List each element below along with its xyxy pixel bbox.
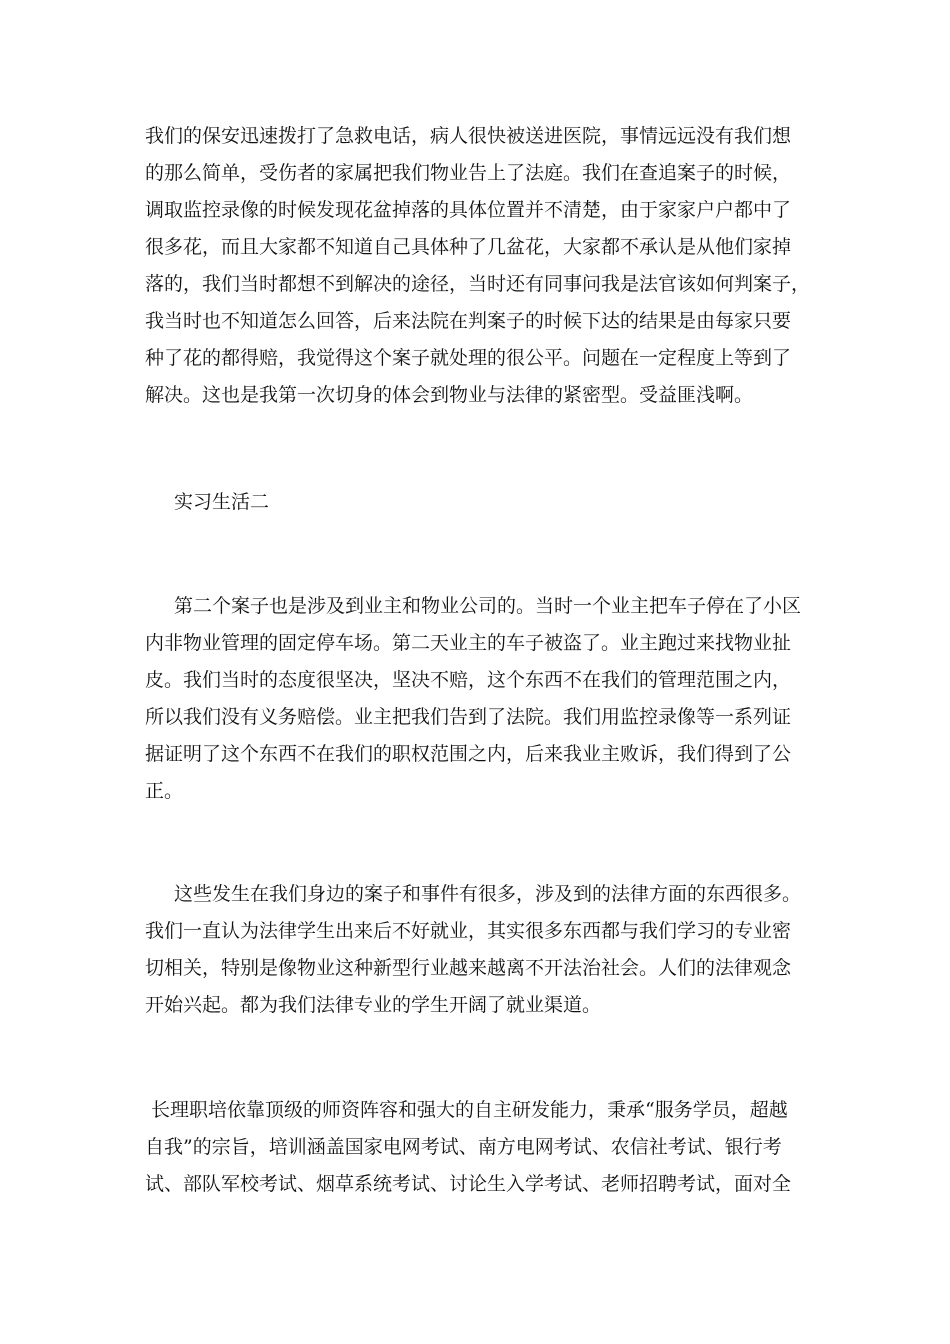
paragraph-3-line-1: 这些发生在我们身边的案子和事件有很多，涉及到的法律方面的东西很多。 bbox=[174, 883, 802, 905]
paragraph-3-line-4: 开始兴起。都为我们法律专业的学生开阔了就业渠道。 bbox=[145, 994, 602, 1016]
paragraph-1-line-2: 的那么简单，受伤者的家属把我们物业告上了法庭。我们在查追案子的时候， bbox=[145, 162, 792, 184]
paragraph-1-line-5: 落的，我们当时都想不到解决的途径，当时还有同事问我是法官该如何判案子， bbox=[145, 273, 811, 295]
paragraph-1-line-1: 我们的保安迅速拨打了急救电话，病人很快被送进医院，事情远远没有我们想 bbox=[145, 125, 792, 147]
paragraph-1-line-4: 很多花，而且大家都不知道自己具体种了几盆花，大家都不承认是从他们家掉 bbox=[145, 236, 792, 258]
section-heading: 实习生活二 bbox=[174, 491, 270, 513]
paragraph-2-line-5: 据证明了这个东西不在我们的职权范围之内，后来我业主败诉，我们得到了公 bbox=[145, 743, 792, 765]
paragraph-1-line-8: 解决。这也是我第一次切身的体会到物业与法律的紧密型。受益匪浅啊。 bbox=[145, 384, 754, 406]
paragraph-4-line-2: 自我”的宗旨，培训涵盖国家电网考试、南方电网考试、农信社考试、银行考 bbox=[145, 1136, 782, 1158]
paragraph-1-line-3: 调取监控录像的时候发现花盆掉落的具体位置并不清楚，由于家家户户都中了 bbox=[145, 199, 792, 221]
paragraph-2-line-3: 皮。我们当时的态度很坚决，坚决不赔，这个东西不在我们的管理范围之内， bbox=[145, 669, 792, 691]
paragraph-1-line-7: 种了花的都得赔，我觉得这个案子就处理的很公平。问题在一定程度上等到了 bbox=[145, 347, 792, 369]
paragraph-1-line-6: 我当时也不知道怎么回答，后来法院在判案子的时候下达的结果是由每家只要 bbox=[145, 310, 792, 332]
paragraph-4-line-3: 试、部队军校考试、烟草系统考试、讨论生入学考试、老师招聘考试，面对全 bbox=[145, 1173, 792, 1195]
paragraph-2-line-4: 所以我们没有义务赔偿。业主把我们告到了法院。我们用监控录像等一系列证 bbox=[145, 706, 792, 728]
paragraph-2-line-6: 正。 bbox=[145, 780, 184, 802]
paragraph-3-line-3: 切相关，特别是像物业这种新型行业越来越离不开法治社会。人们的法律观念 bbox=[145, 957, 792, 979]
paragraph-3-line-2: 我们一直认为法律学生出来后不好就业，其实很多东西都与我们学习的专业密 bbox=[145, 920, 792, 942]
paragraph-4-line-1: 长理职培依靠顶级的师资阵容和强大的自主研发能力，秉承“服务学员，超越 bbox=[151, 1099, 788, 1121]
paragraph-2-line-1: 第二个案子也是涉及到业主和物业公司的。当时一个业主把车子停在了小区 bbox=[174, 595, 802, 617]
paragraph-2-line-2: 内非物业管理的固定停车场。第二天业主的车子被盗了。业主跑过来找物业扯 bbox=[145, 632, 792, 654]
